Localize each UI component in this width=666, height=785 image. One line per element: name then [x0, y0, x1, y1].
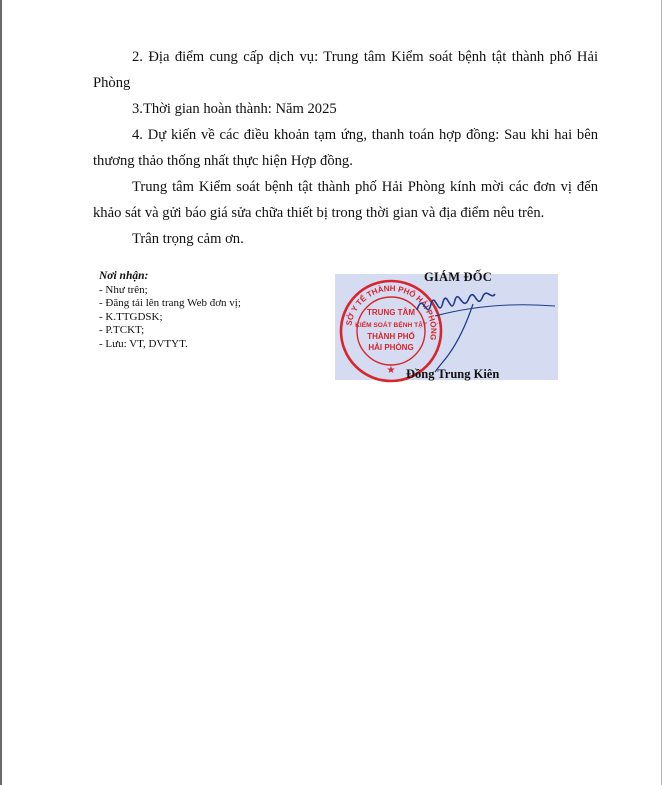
stamp-line-1: TRUNG TÂM: [367, 308, 415, 317]
invitation-paragraph: Trung tâm Kiểm soát bệnh tật thành phố Hải Phòng kính mời các đơn vị đến khảo sát và gửi báo giá sửa chữa thiết bị trong thời gian và địa điểm nêu trên.: [93, 179, 598, 221]
item-completion-time: 3.Thời gian hoàn thành: Năm 2025: [132, 101, 337, 117]
stamp-line-4: HẢI PHÒNG: [368, 343, 414, 352]
recipient-item: - P.TCKT;: [99, 324, 145, 336]
handwritten-signature: [405, 282, 565, 374]
recipients-title: Nơi nhận:: [99, 270, 149, 282]
stamp-ring-text: SỞ Y TẾ THÀNH PHỐ HẢI PHÒNG: [344, 283, 439, 341]
signer-name: Đồng Trung Kiên: [406, 367, 500, 381]
recipient-item: - K.TTGDSK;: [99, 310, 163, 323]
signer-title: GIÁM ĐỐC: [424, 270, 492, 284]
stamp-line-2: KIỂM SOÁT BỆNH TẬT: [355, 322, 427, 329]
page-left-edge: [0, 0, 2, 785]
recipients-block: [99, 270, 241, 351]
stamp-star-icon: ★: [386, 365, 396, 376]
page-right-edge: [661, 0, 662, 785]
recipient-item: - Như trên;: [99, 283, 148, 296]
item-location: 2. Địa điểm cung cấp dịch vụ: Trung tâm Kiểm soát bệnh tật thành phố Hải Phòng: [93, 49, 598, 91]
recipient-item: - Lưu: VT, DVTYT.: [99, 337, 188, 350]
stamp-line-3: THÀNH PHỐ: [367, 332, 415, 341]
recipient-item: - Đăng tải lên trang Web đơn vị;: [99, 297, 241, 309]
item-payment-terms: 4. Dự kiến về các điều khoản tạm ứng, thanh toán hợp đồng: Sau khi hai bên thương thảo thống nhất thực hiện Hợp đồng.: [93, 127, 598, 169]
closing-line: Trân trọng cảm ơn.: [132, 231, 244, 247]
